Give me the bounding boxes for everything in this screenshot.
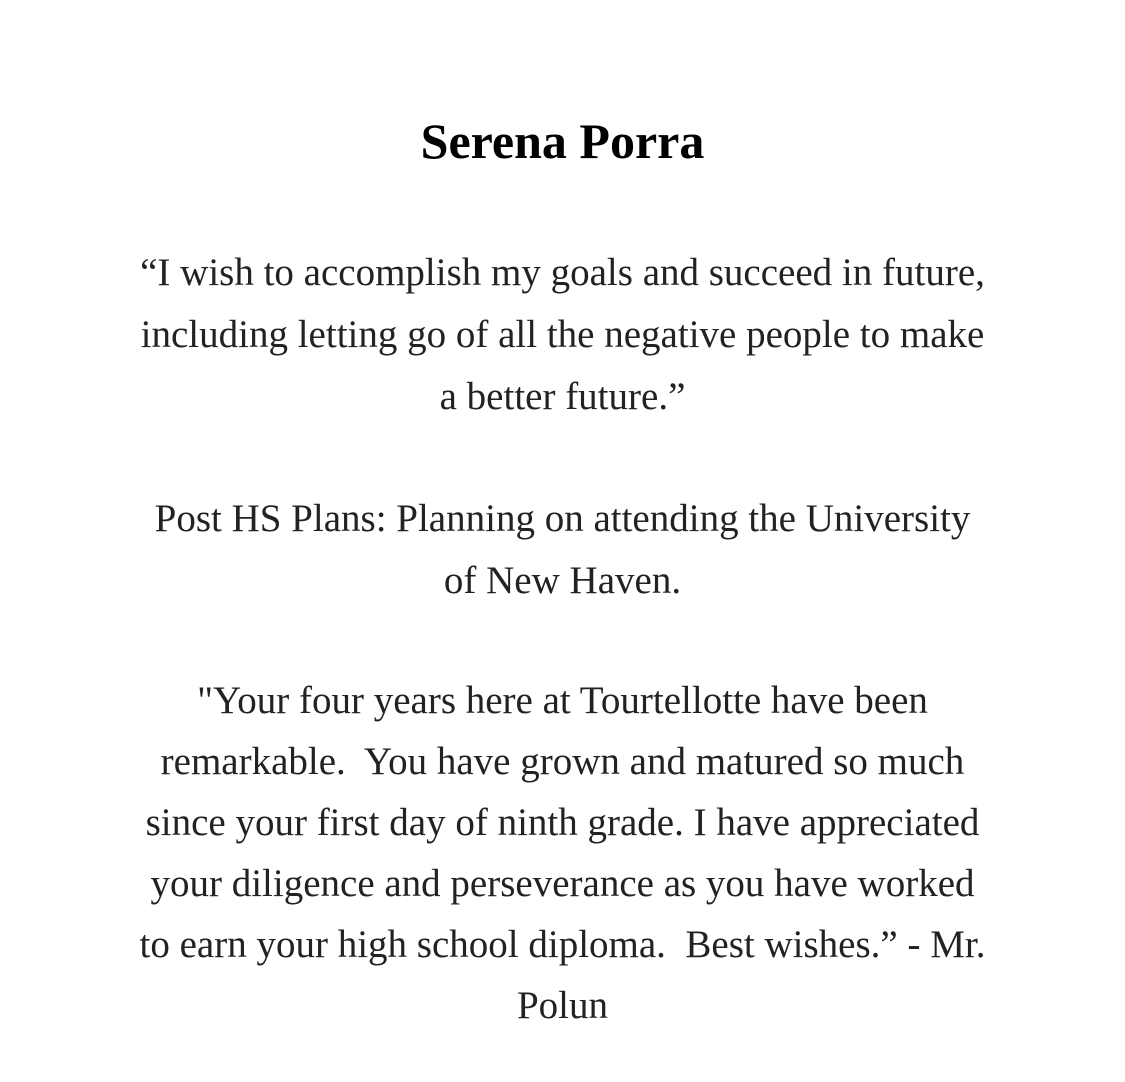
student-name: Serena Porra [420,113,705,169]
wish-line: including letting go of all the negative people to make [140,313,985,356]
teacher-quote-line: since your first day of ninth grade. I have appreciated [145,801,980,844]
wish-line: a better future.” [439,375,686,418]
teacher-quote-line: your diligence and perseverance as you have worked [150,862,975,905]
plans-line: of New Haven. [443,559,682,602]
wish-line: “I wish to accomplish my goals and succeed in future, [140,251,985,294]
teacher-quote-line: Polun [516,984,609,1027]
teacher-quote-line: remarkable. You have grown and matured so much [160,740,965,783]
teacher-quote-line: "Your four years here at Tourtellotte have been [197,679,928,722]
teacher-quote-line: to earn your high school diploma. Best wishes.” - Mr. [139,923,986,966]
plans-line: Post HS Plans: Planning on attending the University [154,497,971,540]
